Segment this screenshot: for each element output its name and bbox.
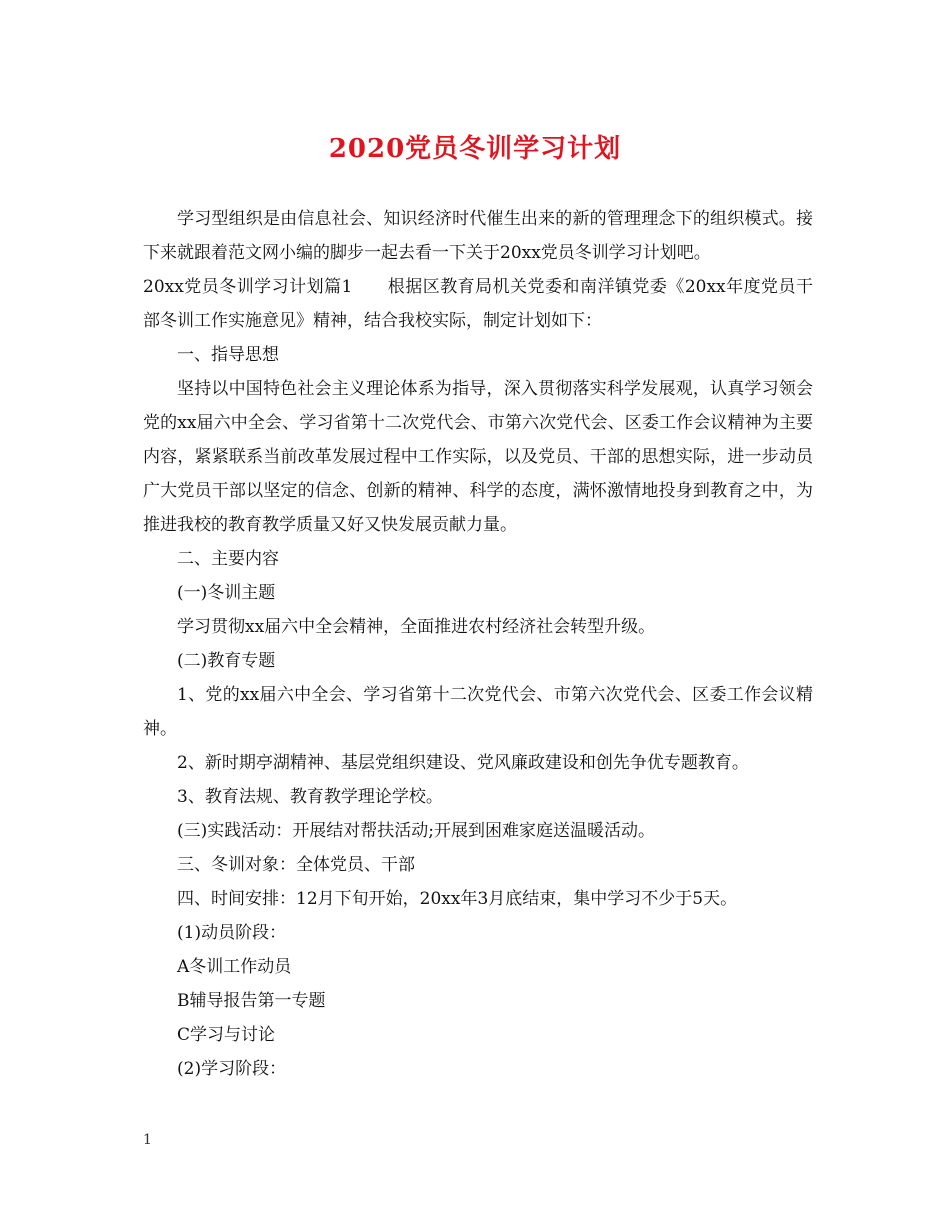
section-3: 三、冬训对象：全体党员、干部 (177, 855, 415, 875)
topic-1: 1、党的xx届六中全会、学习省第十二次党代会、市第六次党代会、区委工作会议精神。 (143, 685, 813, 739)
sub-3: (三)实践活动：开展结对帮扶活动;开展到困难家庭送温暖活动。 (177, 821, 655, 841)
topic-3: 3、教育法规、教育教学理论学校。 (177, 787, 443, 807)
section-1-heading: 一、指导思想 (177, 345, 279, 365)
document-body (143, 202, 813, 1086)
page-number: 1 (143, 1132, 152, 1148)
phase-1-b: B辅导报告第一专题 (177, 991, 326, 1011)
sub-2-heading: (二)教育专题 (177, 651, 276, 671)
section-4: 四、时间安排：12月下旬开始，20xx年3月底结束，集中学习不少于5天。 (177, 889, 738, 909)
section-1-text: 坚持以中国特色社会主义理论体系为指导，深入贯彻落实科学发展观，认真学习领会党的xx届六中全会、学习省第十二次党代会、市第六次党代会、区委工作会议精神为主要内容，紧紧联系当前改革发展过程中工作实际，以及党员、干部的思想实际，进一步动员广大党员干部以坚定的信念、创新的精神、科学的态度，满怀激情地投身到教育之中，为推进我校的教育教学质量又好又快发展贡献力量。 (143, 379, 813, 535)
document-title: 2020党员冬训学习计划 (328, 134, 622, 164)
phase-1-heading: (1)动员阶段： (177, 923, 287, 943)
phase-1-c: C学习与讨论 (177, 1025, 276, 1045)
intro-paragraph-2: 20xx党员冬训学习计划篇1 根据区教育局机关党委和南洋镇党委《20xx年度党员干部冬训工作实施意见》精神，结合我校实际，制定计划如下： (143, 277, 813, 331)
phase-1-a: A冬训工作动员 (177, 957, 292, 977)
topic-2: 2、新时期亭湖精神、基层党组织建设、党风廉政建设和创先争优专题教育。 (177, 753, 749, 773)
sub-1-text: 学习贯彻xx届六中全会精神，全面推进农村经济社会转型升级。 (177, 617, 656, 637)
section-2-heading: 二、主要内容 (177, 549, 279, 569)
phase-2-heading: (2)学习阶段： (177, 1059, 287, 1079)
sub-1-heading: (一)冬训主题 (177, 583, 276, 603)
intro-paragraph: 学习型组织是由信息社会、知识经济时代催生出来的新的管理理念下的组织模式。接下来就跟着范文网小编的脚步一起去看一下关于20xx党员冬训学习计划吧。 (143, 209, 813, 263)
